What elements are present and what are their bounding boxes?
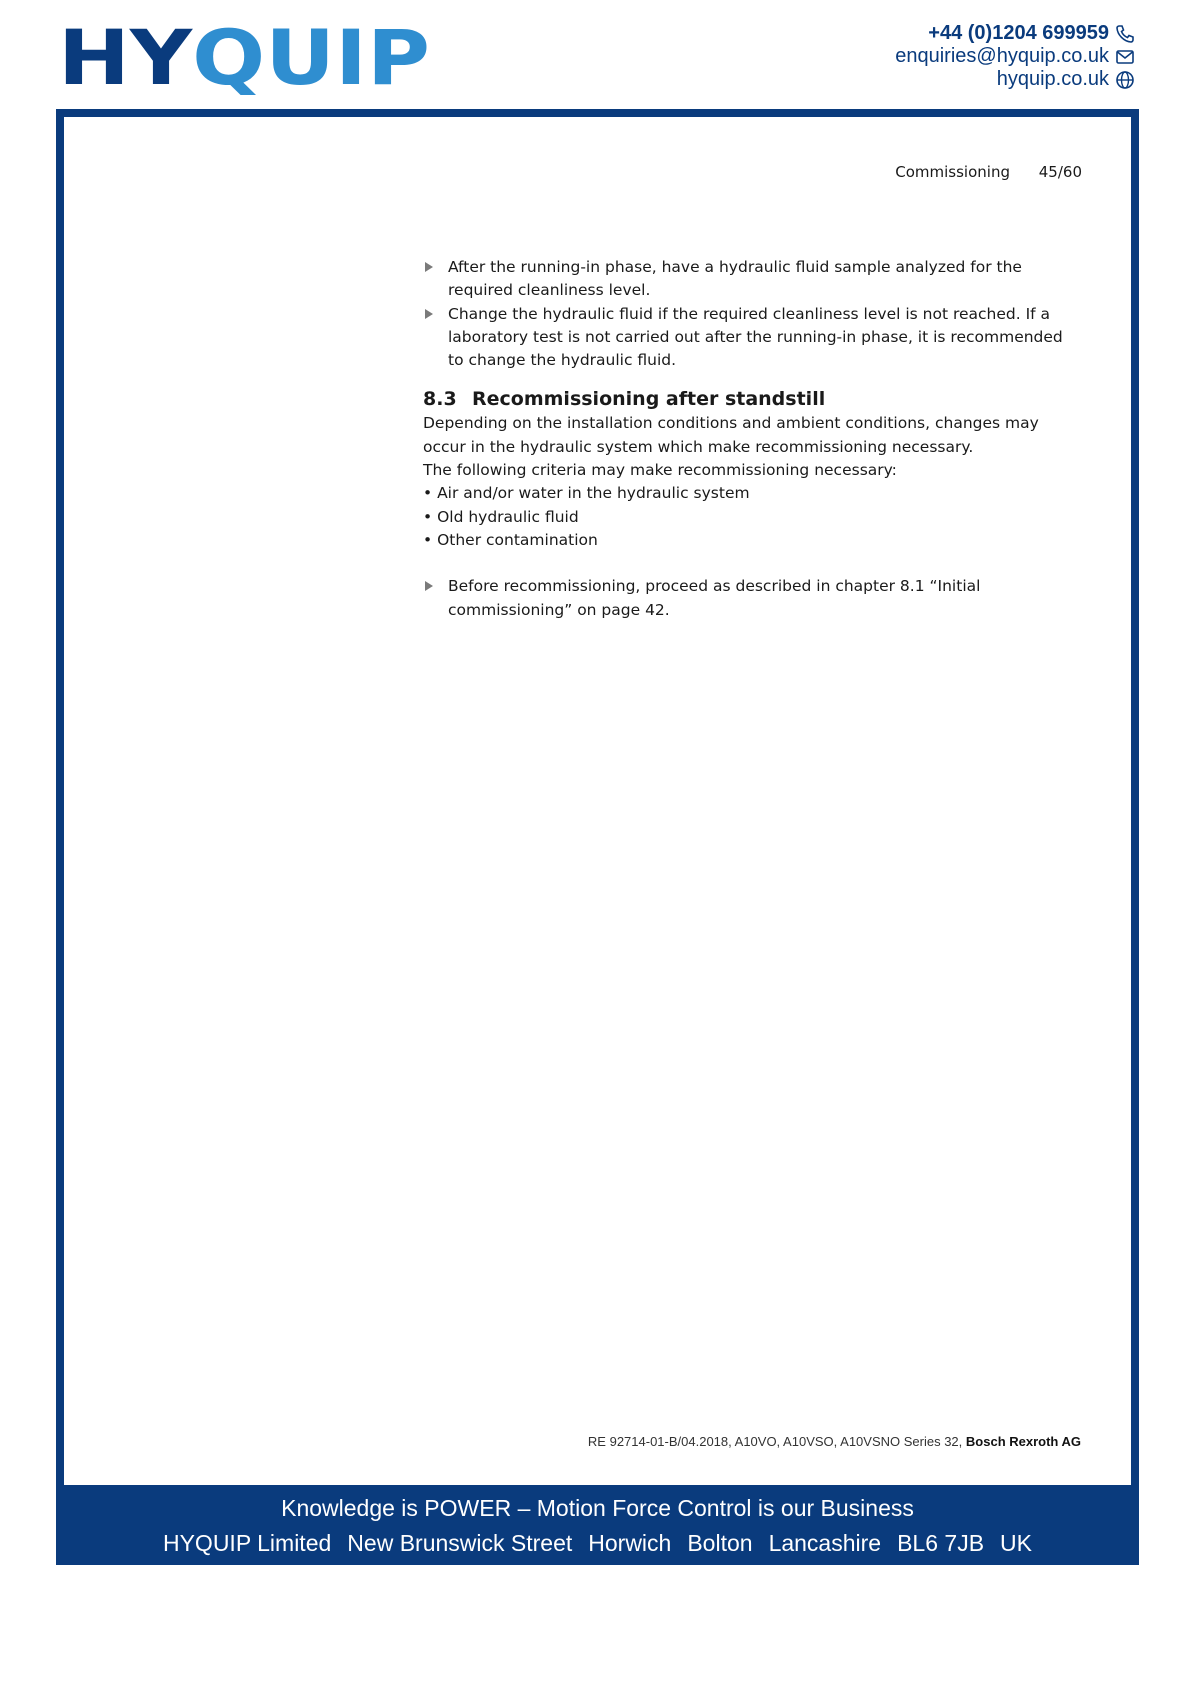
phone-icon [1115,24,1135,44]
page-header [0,163,1082,181]
document-reference: RE 92714-01-B/04.2018, A10VO, A10VSO, A10VSNO Series 32, Bosch Rexroth AG [587,1434,1081,1449]
arrow-icon [425,262,433,272]
website-link[interactable]: hyquip.co.uk [996,68,1109,90]
heading-number: 8.3 [423,388,457,411]
spacer [423,552,1083,575]
instruction-step: After the running-in phase, have a hydraulic fluid sample analyzed for the required cleanliness level. [423,256,1083,303]
svg-text:HYQUIP: HY QUIP [58,24,403,96]
email-address[interactable]: enquiries@hyquip.co.uk [895,45,1109,67]
list-item: • Other contamination [423,529,1083,552]
heading-title: Recommissioning after standstill [472,388,826,411]
globe-icon [1115,70,1135,90]
document-body [423,256,1083,622]
contact-email[interactable] [895,45,1135,68]
address-line: HYQUIP Limited New Brunswick Street Horwich Bolton Lancashire BL6 7JB UK [162,1530,1032,1556]
list-item: • Old hydraulic fluid [423,506,1083,529]
tagline: Knowledge is POWER – Motion Force Control is our Business [281,1495,914,1521]
paragraph: Depending on the installation conditions and ambient conditions, changes may occur in the hydraulic system which make recommissioning necessary. [423,414,1039,456]
arrow-icon [425,309,433,319]
phone-number[interactable]: +44 (0)1204 699959 [928,22,1109,44]
list-item: • Air and/or water in the hydraulic system [423,482,1083,505]
footer-banner [56,1485,1139,1565]
instruction-step: Change the hydraulic fluid if the required cleanliness level is not reached. If a laboratory test is not carried out after the running-in phase, it is recommended to change the hydraulic fluid. [423,303,1083,373]
instruction-step: Before recommissioning, proceed as described in chapter 8.1 “Initial commissioning” on page 42. [423,575,1083,622]
paragraph: The following criteria may make recommissioning necessary: [423,461,897,480]
mail-icon [1115,47,1135,67]
hyquip-logo [58,24,432,96]
section-name: Commissioning [895,163,1010,181]
section-heading [423,386,1083,412]
contact-block [895,22,1135,91]
contact-website[interactable] [895,68,1135,91]
company-name: Bosch Rexroth AG [965,1434,1081,1449]
contact-phone[interactable] [895,22,1135,45]
page-number: 45/60 [1038,163,1082,181]
arrow-icon [425,581,433,591]
